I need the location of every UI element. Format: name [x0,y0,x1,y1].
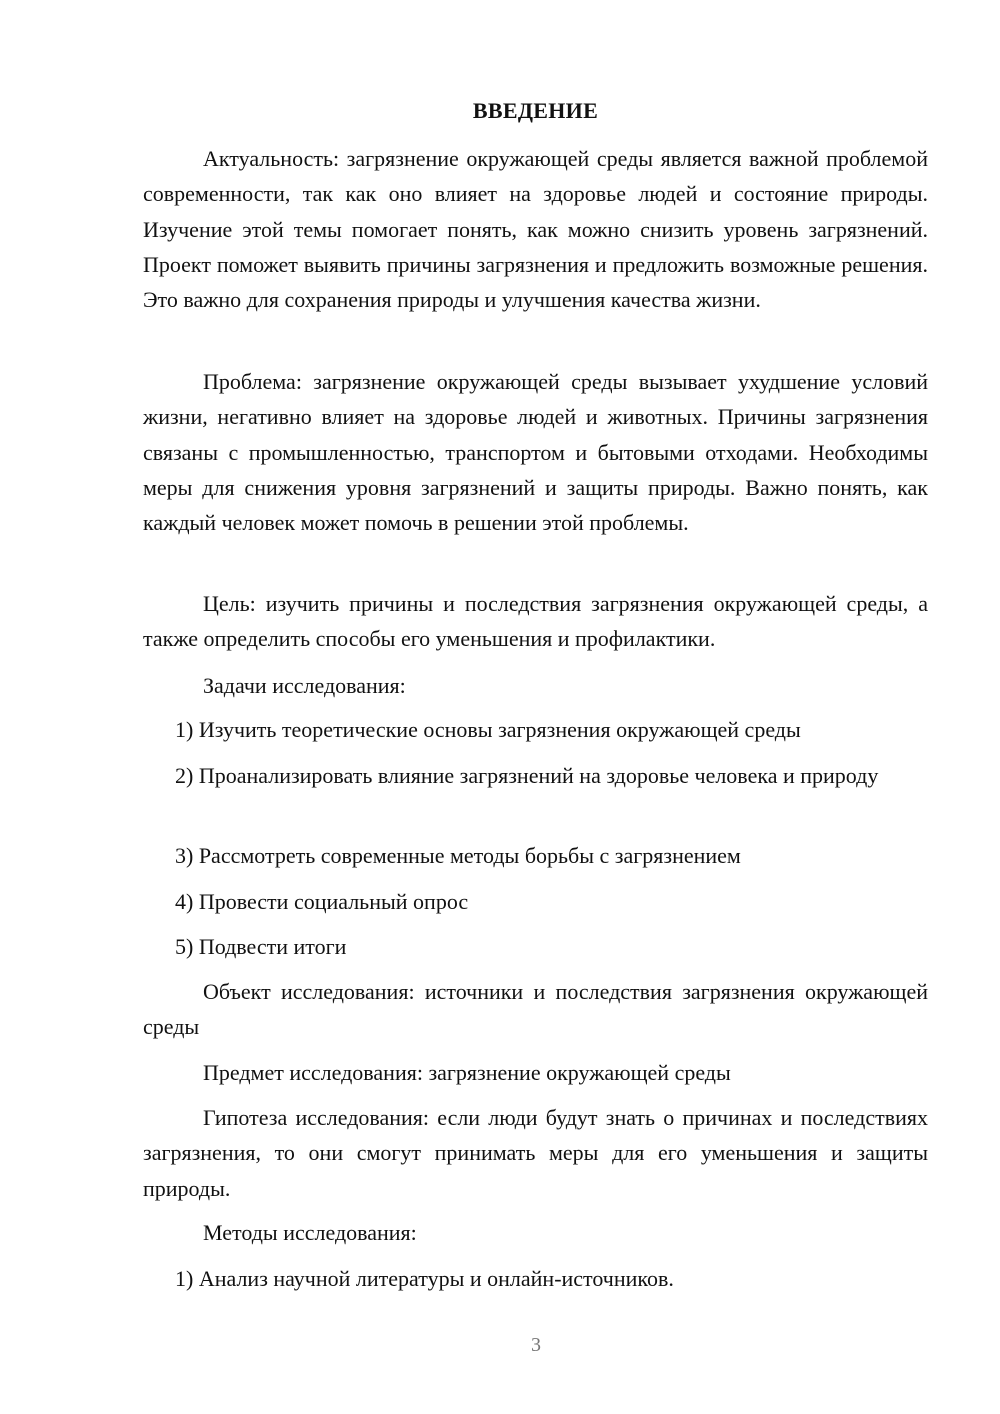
task-item-5: 5) Подвести итоги [175,934,347,959]
paragraph-subject: Предмет исследования: загрязнение окружающей среды [203,1060,731,1085]
paragraph-object: Объект исследования: источники и последствия загрязнения окружающей среды [143,979,928,1040]
paragraph-tasks-heading: Задачи исследования: [203,673,406,698]
paragraph-problem: Проблема: загрязнение окружающей среды вызывает ухудшение условий жизни, негативно влияет на здоровье людей и животных. Причины загрязнения связаны с промышленностью, транспортом и бытовыми отходами. Необходимы меры для снижения уровня загрязнений и защиты природы. Важно понять, как каждый человек может помочь в решении этой проблемы. [143,369,928,536]
paragraph-hypothesis: Гипотеза исследования: если люди будут знать о причинах и последствиях загрязнения, то они смогут принимать меры для его уменьшения и защиты природы. [143,1105,928,1201]
paragraph-goal: Цель: изучить причины и последствия загрязнения окружающей среды, а также определить способы его уменьшения и профилактики. [143,591,928,652]
task-item-3: 3) Рассмотреть современные методы борьбы с загрязнением [175,843,741,868]
section-title: ВВЕДЕНИЕ [472,98,599,123]
task-item-4: 4) Провести социальный опрос [175,889,469,914]
task-item-1: 1) Изучить теоретические основы загрязнения окружающей среды [175,717,801,742]
method-item-1: 1) Анализ научной литературы и онлайн-источников. [175,1266,674,1291]
paragraph-relevance: Актуальность: загрязнение окружающей среды является важной проблемой современности, так как оно влияет на здоровье людей и состояние природы. Изучение этой темы помогает понять, как можно снизить уровень загрязнений. Проект поможет выявить причины загрязнения и предложить возможные решения. Это важно для сохранения природы и улучшения качества жизни. [143,146,928,313]
paragraph-methods-heading: Методы исследования: [203,1220,417,1245]
task-item-2: 2) Проанализировать влияние загрязнений на здоровье человека и природу [175,763,879,788]
page-number: 3 [531,1334,541,1356]
